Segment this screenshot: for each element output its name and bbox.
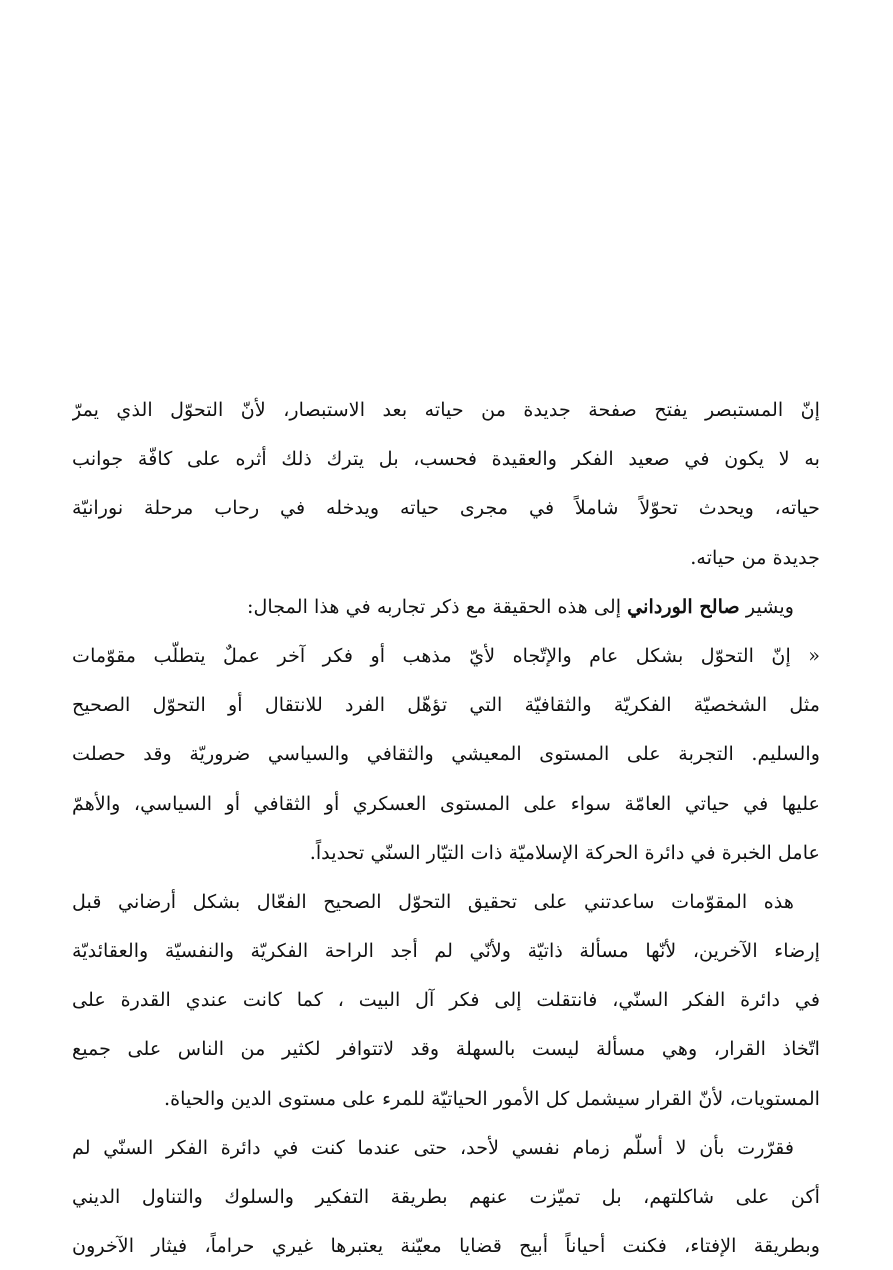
quote-2-line-4: اتّخاذ القرار، وهي مسألة ليست بالسهلة وقد لاتتوافر لكثير من الناس على جميع [72, 1037, 820, 1061]
paragraph-2-suffix: إلى هذه الحقيقة مع ذكر تجاربه في هذا المجال: [247, 594, 628, 618]
paragraph-1-line-1: إنّ المستبصر يفتح صفحة جديدة من حياته بعد الاستبصار، لأنّ التحوّل الذي يمرّ [72, 398, 820, 421]
paragraph-1-line-4: جديدة من حياته. [690, 545, 820, 569]
quote-3-line-2: أكن على شاكلتهم، بل تميّزت عنهم بطريقة التفكير والسلوك والتناول الديني [72, 1185, 820, 1208]
quote-2-line-2: إرضاء الآخرين، لأنّها مسألة ذاتيّة ولأنّي لم أجد الراحة الفكريّة والنفسيّة والعقائديّة [72, 939, 820, 963]
quote-3-line-1: فقرّرت بأن لا أسلّم زمام نفسي لأحد، حتى عندما كنت في دائرة الفكر السنّي لم [72, 1135, 794, 1159]
paragraph-2 [72, 582, 820, 631]
paragraph-1-line-2: به لا يكون في صعيد الفكر والعقيدة فحسب، بل يترك ذلك أثره على كافّة جوانب [72, 447, 820, 471]
quote-1-line-1: « إنّ التحوّل بشكل عام والإتّجاه لأيّ مذهب أو فكر آخر عملٌ يتطلّب مقوّمات [72, 643, 820, 667]
quote-1-line-2: مثل الشخصيّة الفكريّة والثقافيّة التي تؤهّل الفرد للانتقال أو التحوّل الصحيح [72, 693, 820, 717]
author-name: صالح الورداني [627, 594, 740, 618]
quote-2-line-5: المستويات، لأنّ القرار سيشمل كل الأمور الحياتيّة للمرء على مستوى الدين والحياة. [164, 1086, 820, 1110]
document-page [72, 385, 820, 1270]
paragraph-2-prefix: ويشير [739, 594, 794, 618]
quote-2-line-3: في دائرة الفكر السنّي، فانتقلت إلى فكر آل البيت ، كما كانت عندي القدرة على [72, 988, 820, 1012]
quote-1-line-5: عامل الخبرة في دائرة الحركة الإسلاميّة ذات التيّار السنّي تحديداً. [309, 840, 820, 864]
quote-1-line-4: عليها في حياتي العامّة سواء على المستوى العسكري أو الثقافي أو السياسي، والأهمّ [72, 791, 820, 815]
quote-1-line-3: والسليم. التجربة على المستوى المعيشي والثقافي والسياسي ضروريّة وقد حصلت [72, 742, 820, 766]
quote-3-line-3: وبطريقة الإفتاء، فكنت أحياناً أبيح قضايا معيّنة يعتبرها غيري حراماً، فيثار الآخرون [72, 1234, 820, 1258]
quote-2-line-1: هذه المقوّمات ساعدتني على تحقيق التحوّل الصحيح الفعّال بشكل أرضاني قبل [72, 889, 794, 913]
paragraph-1-line-3: حياته، ويحدث تحوّلاً شاملاً في مجرى حياته ويدخله في رحاب مرحلة نورانيّة [72, 496, 820, 520]
